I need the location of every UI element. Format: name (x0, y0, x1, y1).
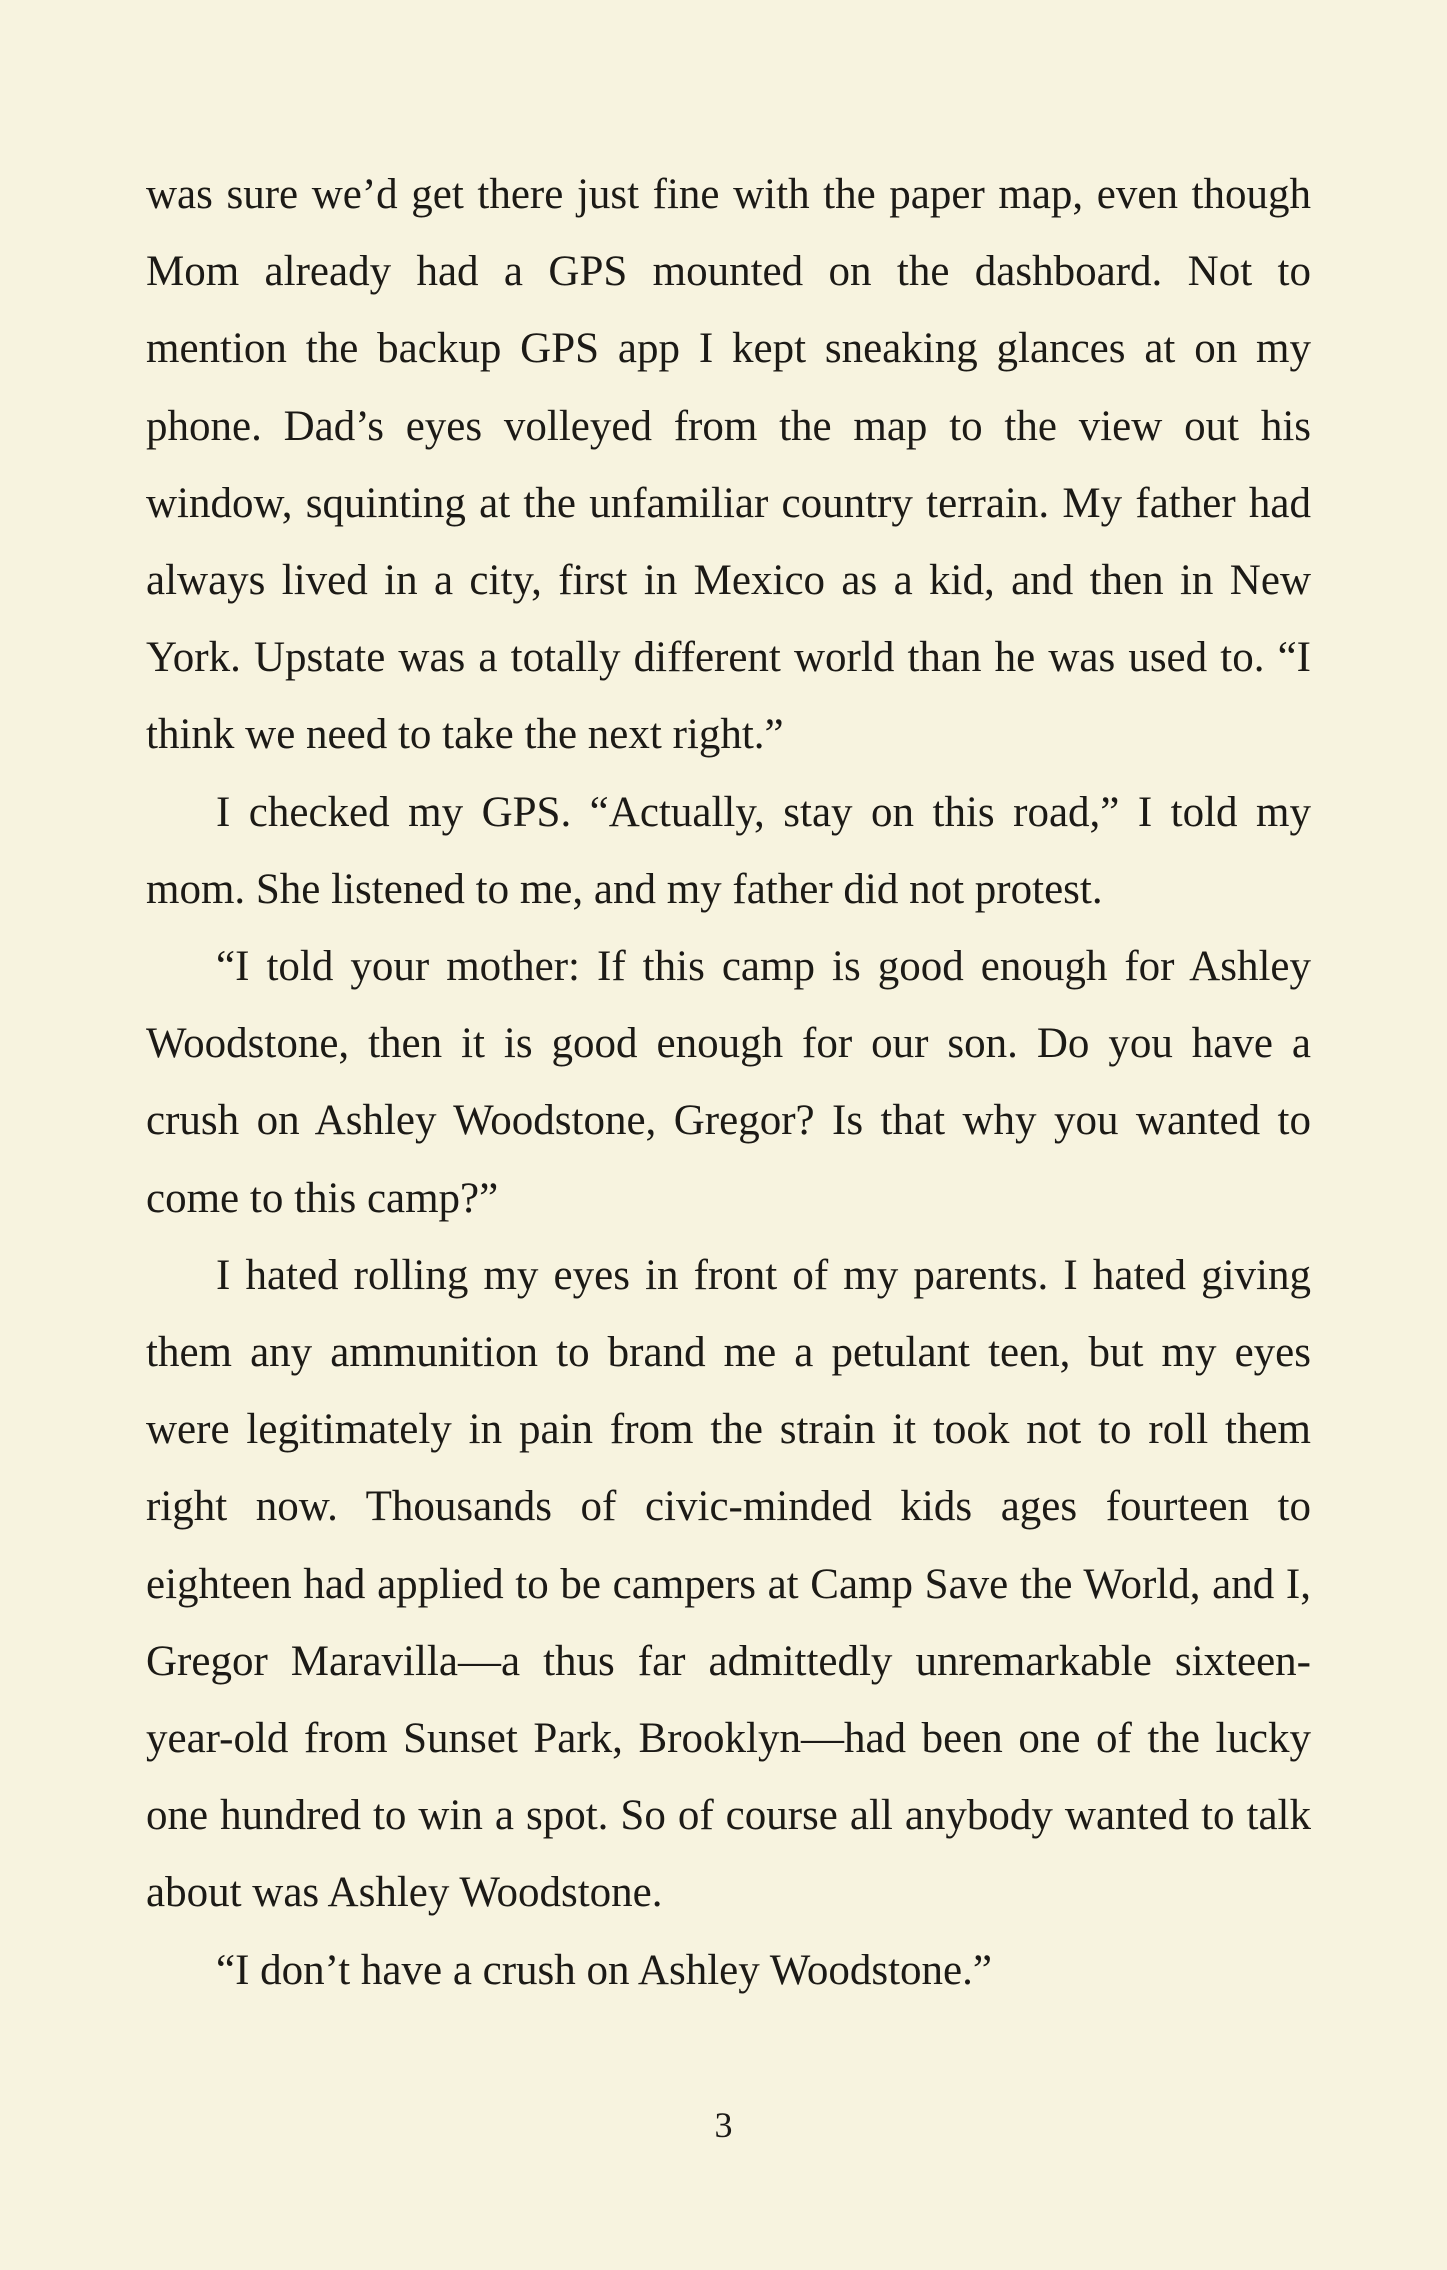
paragraph-5: “I don’t have a crush on Ashley Woodstone.” (216, 1946, 992, 1994)
paragraph-3: “I told your mother: If this camp is good enough for Ashley Woodstone, then it is good enough for our son. Do you have a crush on Ashley Woodstone, Gregor? Is that why you wanted to come to this camp?” (146, 943, 1311, 1222)
paragraph-2: I checked my GPS. “Actually, stay on this road,” I told my mom. She listened to me, and my father did not protest. (146, 788, 1311, 913)
page-number: 3 (714, 2105, 733, 2145)
paragraph-1: was sure we’d get there just fine with the paper map, even though Mom already had a GPS mounted on the dashboard. Not to mention the backup GPS app I kept sneaking glances at on my phone. Dad’s eyes volleyed from the map to the view out his window, squinting at the unfamiliar country terrain. My father had always lived in a city, first in Mexico as a kid, and then in New York. Upstate was a totally different world than he was used to. “I think we need to take the next right.” (146, 171, 1311, 759)
body-text (146, 156, 1311, 2009)
paragraph-4: I hated rolling my eyes in front of my parents. I hated giving them any ammunition to brand me a petulant teen, but my eyes were legitimately in pain from the strain it took not to roll them right now. Thousands of civic-minded kids ages fourteen to eighteen had applied to be campers at Camp Save the World, and I, Gregor Maravilla—a thus far admittedly unremarkable sixteen-year-old from Sunset Park, Brooklyn—had been one of the lucky one hundred to win a spot. So of course all anybody wanted to talk about was Ashley Woodstone. (146, 1251, 1311, 1917)
